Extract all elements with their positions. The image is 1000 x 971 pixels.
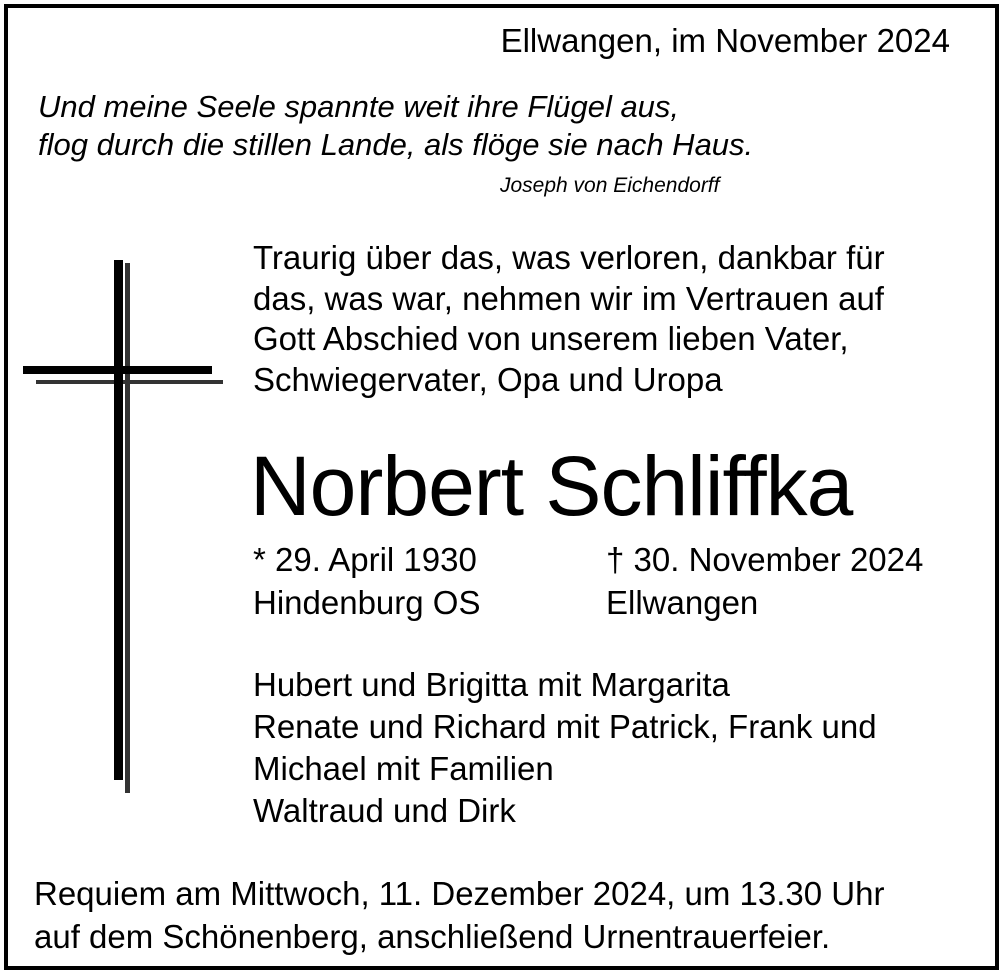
requiem-line: auf dem Schönenberg, anschließend Urnentrauerfeier. <box>34 918 831 955</box>
quote-author: Joseph von Eichendorff <box>500 174 720 197</box>
intro-line: Traurig über das, was verloren, dankbar für <box>253 239 885 276</box>
intro-text <box>253 238 885 400</box>
death-info <box>606 538 923 624</box>
death-place: Ellwangen <box>606 584 759 621</box>
birth-place: Hindenburg OS <box>253 584 481 621</box>
family-line: Hubert und Brigitta mit Margarita <box>253 666 730 703</box>
cross-vertical <box>114 260 123 780</box>
requiem-info <box>34 872 884 958</box>
birth-date: * 29. April 1930 <box>253 541 477 578</box>
place-date: Ellwangen, im November 2024 <box>500 22 950 59</box>
deceased-name: Norbert Schliffka <box>250 439 853 533</box>
cross-shadow-horizontal <box>36 380 223 384</box>
family-line: Waltraud und Dirk <box>253 792 516 829</box>
cross-shadow-vertical <box>125 263 130 793</box>
death-date: † 30. November 2024 <box>606 541 924 578</box>
family-list <box>253 664 877 832</box>
quote-line: flog durch die stillen Lande, als flöge sie nach Haus. <box>38 127 754 162</box>
cross-icon <box>0 0 240 800</box>
intro-line: Schwiegervater, Opa und Uropa <box>253 360 723 398</box>
intro-line: das, was war, nehmen wir im Vertrauen auf <box>253 279 884 317</box>
intro-line: Gott Abschied von unserem lieben Vater, <box>253 320 849 357</box>
cross-horizontal <box>23 366 212 374</box>
requiem-line: Requiem am Mittwoch, 11. Dezember 2024, um 13.30 Uhr <box>34 875 885 912</box>
family-line: Renate und Richard mit Patrick, Frank und <box>253 708 877 745</box>
life-dates <box>253 538 924 624</box>
quote-line: Und meine Seele spannte weit ihre Flügel aus, <box>38 89 680 124</box>
family-line: Michael mit Familien <box>253 750 554 787</box>
